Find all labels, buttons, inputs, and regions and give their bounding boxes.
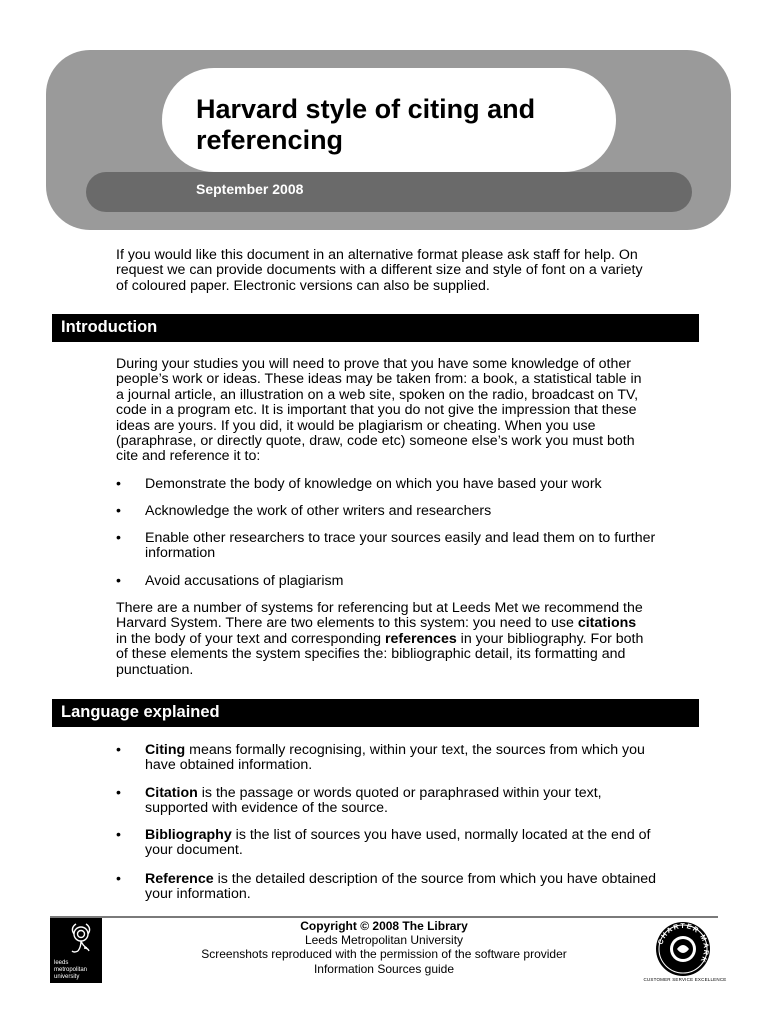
footer-guide-name: Information Sources guide bbox=[313, 961, 455, 976]
list-item bbox=[116, 828, 661, 859]
svg-text:leeds: leeds bbox=[54, 960, 69, 966]
list-item bbox=[116, 743, 661, 774]
list-item: • Acknowledge the work of other writers and researchers bbox=[116, 504, 491, 519]
definition-text: is the list of sources you have used, normally located at the end of your document. bbox=[145, 827, 651, 859]
definition-term: Reference bbox=[145, 871, 214, 887]
list-item: • Avoid accusations of plagiarism bbox=[116, 574, 343, 589]
intro-paragraph: During your studies you will need to prove that you have some knowledge of other people’s work or ideas. These ideas may be taken from: a book, a statistical table in a journal article, an illustration on a web site, spoken on the radio, broadcast on TV, code in a program etc. It is important that you do not give the impression that these ideas are yours. If you did, it would be plagiarism or cheating. When you use (paraphrase, or directly quote, draw, code etc) someone else’s work you must both cite and reference it to: bbox=[116, 356, 642, 465]
section-heading-introduction bbox=[52, 314, 699, 342]
footer-university: Leeds Metropolitan University bbox=[304, 933, 464, 948]
list-item: • Demonstrate the body of knowledge on which you have based your work bbox=[116, 477, 602, 492]
term-citations: citations bbox=[577, 615, 637, 632]
definition-term: Bibliography bbox=[145, 827, 232, 843]
svg-text:university: university bbox=[54, 974, 80, 980]
charter-mark-caption: CUSTOMER SERVICE EXCELLENCE bbox=[643, 977, 727, 982]
svg-text:CHARTER MARK: CHARTER MARK bbox=[657, 922, 710, 965]
list-item bbox=[116, 872, 661, 903]
definition-text: is the detailed description of the source from which you have obtained your information. bbox=[145, 871, 657, 903]
intro-paragraph-2 bbox=[116, 601, 646, 678]
date-bar bbox=[86, 172, 692, 212]
charter-mark-icon bbox=[654, 920, 712, 978]
document-title: Harvard style of citing and referencing bbox=[196, 94, 536, 155]
section-heading-label: Introduction bbox=[61, 318, 158, 336]
footer-divider bbox=[50, 916, 718, 918]
definition-text: is the passage or words quoted or paraphrased within your text, supported with evidence of the source. bbox=[145, 785, 602, 817]
definition-text: means formally recognising, within your text, the sources from which you have obtained information. bbox=[145, 742, 645, 774]
definition-term: Citation bbox=[145, 785, 198, 801]
intro-paragraph-2-text: in your bibliography. For both of these elements the system specifies the: bibliographic detail, its formatting and punctuation. bbox=[116, 630, 644, 678]
intro-paragraph-2-text: in the body of your text and corresponding bbox=[116, 630, 385, 647]
rose-icon bbox=[50, 918, 102, 983]
definition-term: Citing bbox=[145, 742, 186, 758]
footer-copyright: Copyright © 2008 The Library bbox=[300, 919, 468, 933]
svg-text:metropolitan: metropolitan bbox=[54, 967, 88, 973]
alt-format-note: If you would like this document in an alternative format please ask staff for help. On request we can provide documents with a different size and style of font on a variety of coloured paper. Electronic versions can also be supplied. bbox=[116, 247, 643, 294]
section-heading-label: Language explained bbox=[61, 703, 220, 721]
term-references: references bbox=[384, 630, 457, 647]
document-date: September 2008 bbox=[196, 181, 304, 197]
section-heading-language bbox=[52, 699, 699, 727]
footer-credits bbox=[180, 919, 588, 976]
intro-paragraph-2-text: There are a number of systems for referencing but at Leeds Met we recommend the Harvard System. There are two elements to this system: you need to use bbox=[116, 600, 643, 632]
list-item bbox=[116, 786, 661, 817]
university-logo bbox=[50, 918, 102, 983]
list-item: • Enable other researchers to trace your sources easily and lead them on to further information bbox=[116, 531, 661, 562]
footer-screenshots-note: Screenshots reproduced with the permission of the software provider bbox=[201, 947, 567, 962]
